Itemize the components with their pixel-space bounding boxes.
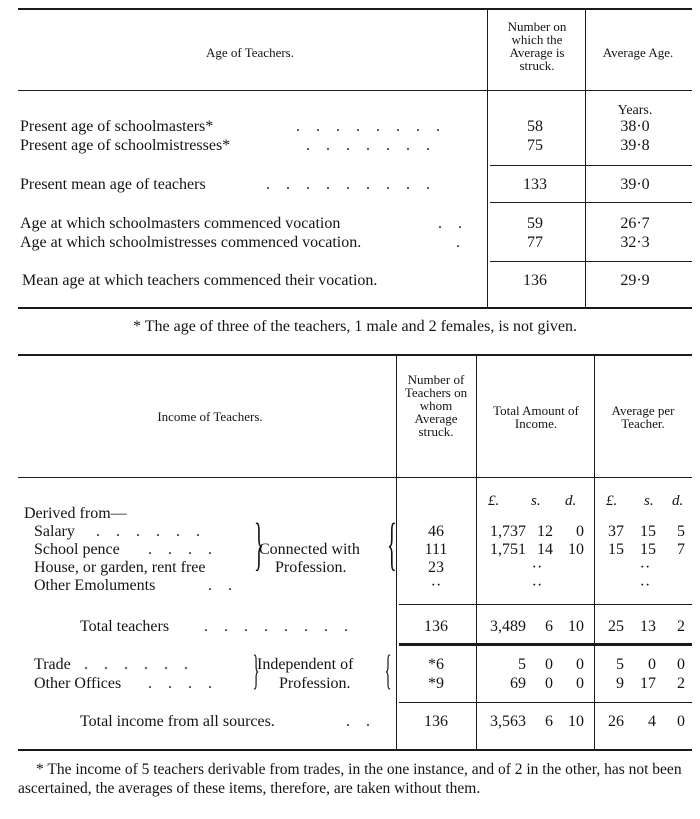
avg-shillings: 17 <box>640 675 656 692</box>
avg-pence: 5 <box>677 523 685 540</box>
pence-label: d. <box>672 493 684 509</box>
rule <box>18 90 692 91</box>
brace-symbol: } <box>252 648 260 694</box>
pounds-label: £. <box>606 493 618 509</box>
avg-pounds: 5 <box>616 656 624 673</box>
total-shillings: ·· <box>531 577 543 594</box>
count-cell: 133 <box>523 176 547 193</box>
count-cell: 136 <box>424 618 448 635</box>
header-age: Age of Teachers. <box>205 45 294 60</box>
count-cell: ·· <box>430 577 442 594</box>
avg-shillings: 0 <box>648 656 656 673</box>
avg-shillings: 4 <box>648 713 656 730</box>
avg-pence: 0 <box>677 713 685 730</box>
header-number: Number on which the Average is struck. <box>507 19 567 73</box>
total-pence: 0 <box>576 656 584 673</box>
rule <box>490 165 692 166</box>
leader-dots: . . . . . . <box>84 656 194 673</box>
average-cell: 38·0 <box>620 118 650 135</box>
row-label: Present age of schoolmasters* <box>20 118 214 135</box>
header-average: Average per Teacher. <box>611 403 675 431</box>
pence-label: d. <box>565 493 577 509</box>
shillings-label: s. <box>644 493 654 509</box>
footnote: * The income of 5 teachers derivable from trades, in the one instance, and of 2 in the other, has not been ascertained, the averages of these items, therefore, are taken without them. <box>18 761 682 797</box>
total-pounds: 5 <box>518 656 526 673</box>
rule <box>490 261 692 262</box>
row-label: House, or garden, rent free <box>34 559 206 576</box>
units-label: Years. <box>617 103 653 118</box>
footnote: * The age of three of the teachers, 1 male and 2 females, is not given. <box>133 318 577 335</box>
avg-pence: 2 <box>677 675 685 692</box>
avg-pence: 2 <box>677 618 685 635</box>
total-pence: 0 <box>576 523 584 540</box>
count-cell: 136 <box>523 272 547 289</box>
average-cell: 39·0 <box>620 176 650 193</box>
count-cell: 59 <box>527 215 543 232</box>
avg-shillings: 15 <box>640 541 656 558</box>
header-income: Income of Teachers. <box>157 409 263 424</box>
avg-shillings: 15 <box>640 523 656 540</box>
leader-dots: . . . . . . <box>96 523 206 540</box>
total-shillings: 6 <box>545 618 553 635</box>
total-pence: 10 <box>568 713 584 730</box>
count-cell: 46 <box>428 523 444 540</box>
row-label: Age at which schoolmistresses commenced vocation. <box>20 234 362 251</box>
group-label: Independent of <box>257 656 354 673</box>
avg-pence: 0 <box>677 656 685 673</box>
group-label: Profession. <box>279 675 351 692</box>
leader-dots: . . . . <box>148 675 218 692</box>
count-cell: 111 <box>424 541 448 558</box>
brace-symbol: } <box>254 511 264 576</box>
row-label: Trade <box>34 656 71 673</box>
row-label: Total income from all sources. <box>80 713 275 730</box>
leader-dots: . . . . . . . <box>306 137 436 154</box>
leader-dots: . . . . . . . . <box>204 618 354 635</box>
leader-dots: . . <box>346 713 376 730</box>
total-shillings: ·· <box>531 559 543 576</box>
header-average: Average Age. <box>602 45 674 60</box>
column-divider <box>594 356 595 750</box>
rule <box>18 8 692 10</box>
leader-dots: . . . . . . . . . <box>266 176 436 193</box>
row-label: Age at which schoolmasters commenced vocation <box>20 215 341 232</box>
row-label: Mean age at which teachers commenced their vocation. <box>22 272 378 289</box>
leader-dots: . <box>456 234 466 251</box>
total-pence: 10 <box>568 541 584 558</box>
total-pounds: 3,489 <box>490 618 526 635</box>
average-cell: 26·7 <box>620 215 650 232</box>
rule <box>490 202 692 203</box>
pounds-label: £. <box>488 493 500 509</box>
avg-pence: 7 <box>677 541 685 558</box>
column-divider <box>487 10 488 307</box>
count-cell: 136 <box>424 713 448 730</box>
brace-symbol: { <box>384 648 392 694</box>
column-divider <box>585 10 586 307</box>
row-label: Present age of schoolmistresses* <box>20 137 231 154</box>
row-label: Present mean age of teachers <box>20 176 206 193</box>
rule <box>399 643 692 646</box>
count-cell: 77 <box>527 234 543 251</box>
avg-pounds: 25 <box>608 618 624 635</box>
average-cell: 39·8 <box>620 137 650 154</box>
header-total: Total Amount of Income. <box>493 403 579 431</box>
count-cell: 58 <box>527 118 543 135</box>
avg-shillings: ·· <box>639 559 651 576</box>
total-shillings: 12 <box>537 523 553 540</box>
brace-symbol: { <box>387 511 397 576</box>
avg-shillings: ·· <box>639 577 651 594</box>
avg-pounds: 26 <box>608 713 624 730</box>
total-pounds: 1,751 <box>490 541 526 558</box>
derived-from-label: Derived from— <box>24 505 127 522</box>
total-shillings: 0 <box>545 656 553 673</box>
count-cell: 75 <box>527 137 543 154</box>
rule <box>18 354 692 356</box>
row-label: Other Offices <box>34 675 122 692</box>
avg-pounds: 15 <box>608 541 624 558</box>
row-label: Total teachers <box>80 618 170 635</box>
count-cell: 23 <box>428 559 444 576</box>
total-pounds: 69 <box>510 675 526 692</box>
total-shillings: 6 <box>545 713 553 730</box>
rule <box>399 702 692 703</box>
total-shillings: 0 <box>545 675 553 692</box>
rule <box>18 749 692 751</box>
average-cell: 29·9 <box>620 272 650 289</box>
leader-dots: . . <box>208 577 238 594</box>
leader-dots: . . <box>438 215 468 232</box>
count-cell: *6 <box>428 656 444 673</box>
rule <box>18 477 692 478</box>
count-cell: *9 <box>428 675 444 692</box>
shillings-label: s. <box>531 493 541 509</box>
group-label: Connected with <box>259 541 360 558</box>
rule <box>18 307 692 309</box>
total-pence: 0 <box>576 675 584 692</box>
leader-dots: . . . . <box>148 541 218 558</box>
header-number: Number of Teachers on whom Average struck. <box>404 372 468 439</box>
total-pounds: 1,737 <box>490 523 526 540</box>
total-pence: 10 <box>568 618 584 635</box>
row-label: Other Emoluments <box>34 577 156 594</box>
leader-dots: . . . . . . . . <box>296 118 446 135</box>
row-label: School pence <box>34 541 120 558</box>
group-label: Profession. <box>275 559 347 576</box>
total-shillings: 14 <box>537 541 553 558</box>
avg-pounds: 37 <box>608 523 624 540</box>
average-cell: 32·3 <box>620 234 650 251</box>
rule <box>399 604 692 605</box>
total-pounds: 3,563 <box>490 713 526 730</box>
row-label: Salary <box>34 523 75 540</box>
avg-shillings: 13 <box>640 618 656 635</box>
avg-pounds: 9 <box>616 675 624 692</box>
